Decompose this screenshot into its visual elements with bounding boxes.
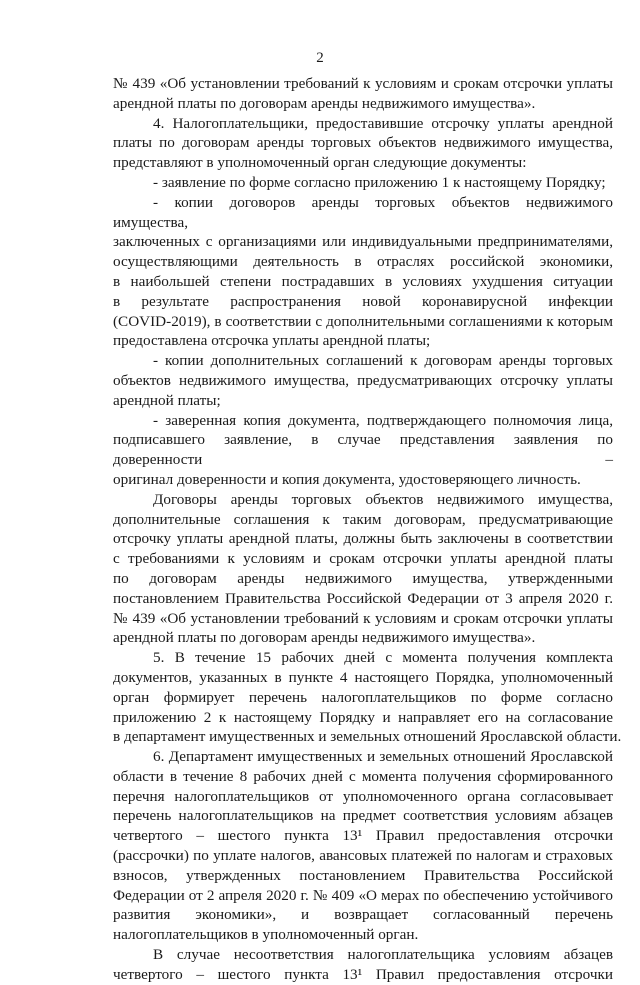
text-line: области в течение 8 рабочих дней с момента получения сформированного	[113, 767, 613, 785]
text-line: осуществляющими деятельность в отраслях российской экономики,	[113, 253, 613, 271]
text-line: развития экономики», и возвращает согласованный перечень	[113, 906, 613, 924]
text-line: платы по договорам аренды торговых объектов недвижимого имущества,	[113, 134, 613, 152]
text-line: в результате распространения новой коронавирусной инфекции	[113, 292, 613, 310]
text-line: по договорам аренды недвижимого имущества, утвержденными	[113, 569, 613, 587]
text-line: орган формирует перечень налогоплательщиков по форме согласно	[113, 688, 613, 706]
text-line: в департамент имущественных и земельных отношений Ярославской области.	[113, 728, 622, 746]
text-line: документов, указанных в пункте 4 настоящего Порядка, уполномоченный	[113, 668, 613, 686]
text-line: перечень налогоплательщиков на предмет соответствия условиям абзацев	[113, 807, 613, 825]
text-line: арендной платы по договорам аренды недвижимого имущества».	[113, 629, 536, 647]
text-line: Федерации от 2 апреля 2020 г. № 409 «О мерах по обеспечению устойчивого	[113, 886, 613, 904]
text-line: объектов недвижимого имущества, предусматривающих отсрочку уплаты	[113, 371, 613, 389]
text-line: Договоры аренды торговых объектов недвижимого имущества,	[153, 490, 613, 508]
text-line: налогоплательщиков в уполномоченный орган.	[113, 926, 419, 944]
text-line: заключенных с организациями или индивидуальными предпринимателями,	[113, 233, 613, 251]
text-line: четвертого – шестого пункта 13¹ Правил предоставления отсрочки	[113, 965, 613, 983]
text-line: 5. В течение 15 рабочих дней с момента получения комплекта	[153, 649, 613, 667]
text-line: перечня налогоплательщиков от уполномоченного органа согласовывает	[113, 787, 613, 805]
text-line: - заявление по форме согласно приложению 1 к настоящему Порядку;	[153, 173, 606, 191]
text-line: предоставлена отсрочка уплаты арендной платы;	[113, 332, 431, 350]
page-number: 2	[316, 50, 324, 66]
text-line: отсрочку уплаты арендной платы, должны быть заключены в соответствии	[113, 530, 613, 548]
text-line: оригинал доверенности и копия документа, удостоверяющего личность.	[113, 470, 581, 488]
text-line: приложению 2 к настоящему Порядку и направляет его на согласование	[113, 708, 613, 726]
text-line: 6. Департамент имущественных и земельных отношений Ярославской	[153, 748, 613, 766]
text-line: арендной платы;	[113, 391, 221, 409]
text-line: постановлением Правительства Российской Федерации от 3 апреля 2020 г.	[113, 589, 613, 607]
text-line: четвертого – шестого пункта 13¹ Правил предоставления отсрочки	[113, 827, 613, 845]
text-line: - копии дополнительных соглашений к договорам аренды торговых	[153, 352, 613, 370]
text-line: в наибольшей степени пострадавших в условиях ухудшения ситуации	[113, 272, 613, 290]
text-line: В случае несоответствия налогоплательщика условиям абзацев	[153, 946, 613, 964]
text-line: 4. Налогоплательщики, предоставившие отсрочку уплаты арендной	[153, 114, 613, 132]
text-line: (COVID-2019), в соответствии с дополнительными соглашениями к которым	[113, 312, 613, 330]
text-line: с требованиями к условиям и срокам отсрочки уплаты арендной платы	[113, 550, 613, 568]
text-line: дополнительные соглашения к таким договорам, предусматривающие	[113, 510, 613, 528]
text-line: взносов, утвержденных постановлением Правительства Российской	[113, 866, 613, 884]
text-line: № 439 «Об установлении требований к условиям и срокам отсрочки уплаты	[113, 609, 613, 627]
text-line: № 439 «Об установлении требований к условиям и срокам отсрочки уплаты	[113, 75, 613, 92]
document-body	[113, 74, 622, 985]
text-line: арендной платы по договорам аренды недвижимого имущества».	[113, 94, 536, 112]
text-line: (рассрочки) по уплате налогов, авансовых платежей по налогам и страховых	[113, 847, 613, 865]
text-line: представляют в уполномоченный орган следующие документы:	[113, 154, 527, 172]
text-line: - копии договоров аренды торговых объектов недвижимого имущества,	[113, 193, 613, 231]
text-line: подписавшего заявление, в случае представления заявления по доверенности –	[113, 431, 613, 469]
text-line: - заверенная копия документа, подтверждающего полномочия лица,	[153, 411, 613, 429]
